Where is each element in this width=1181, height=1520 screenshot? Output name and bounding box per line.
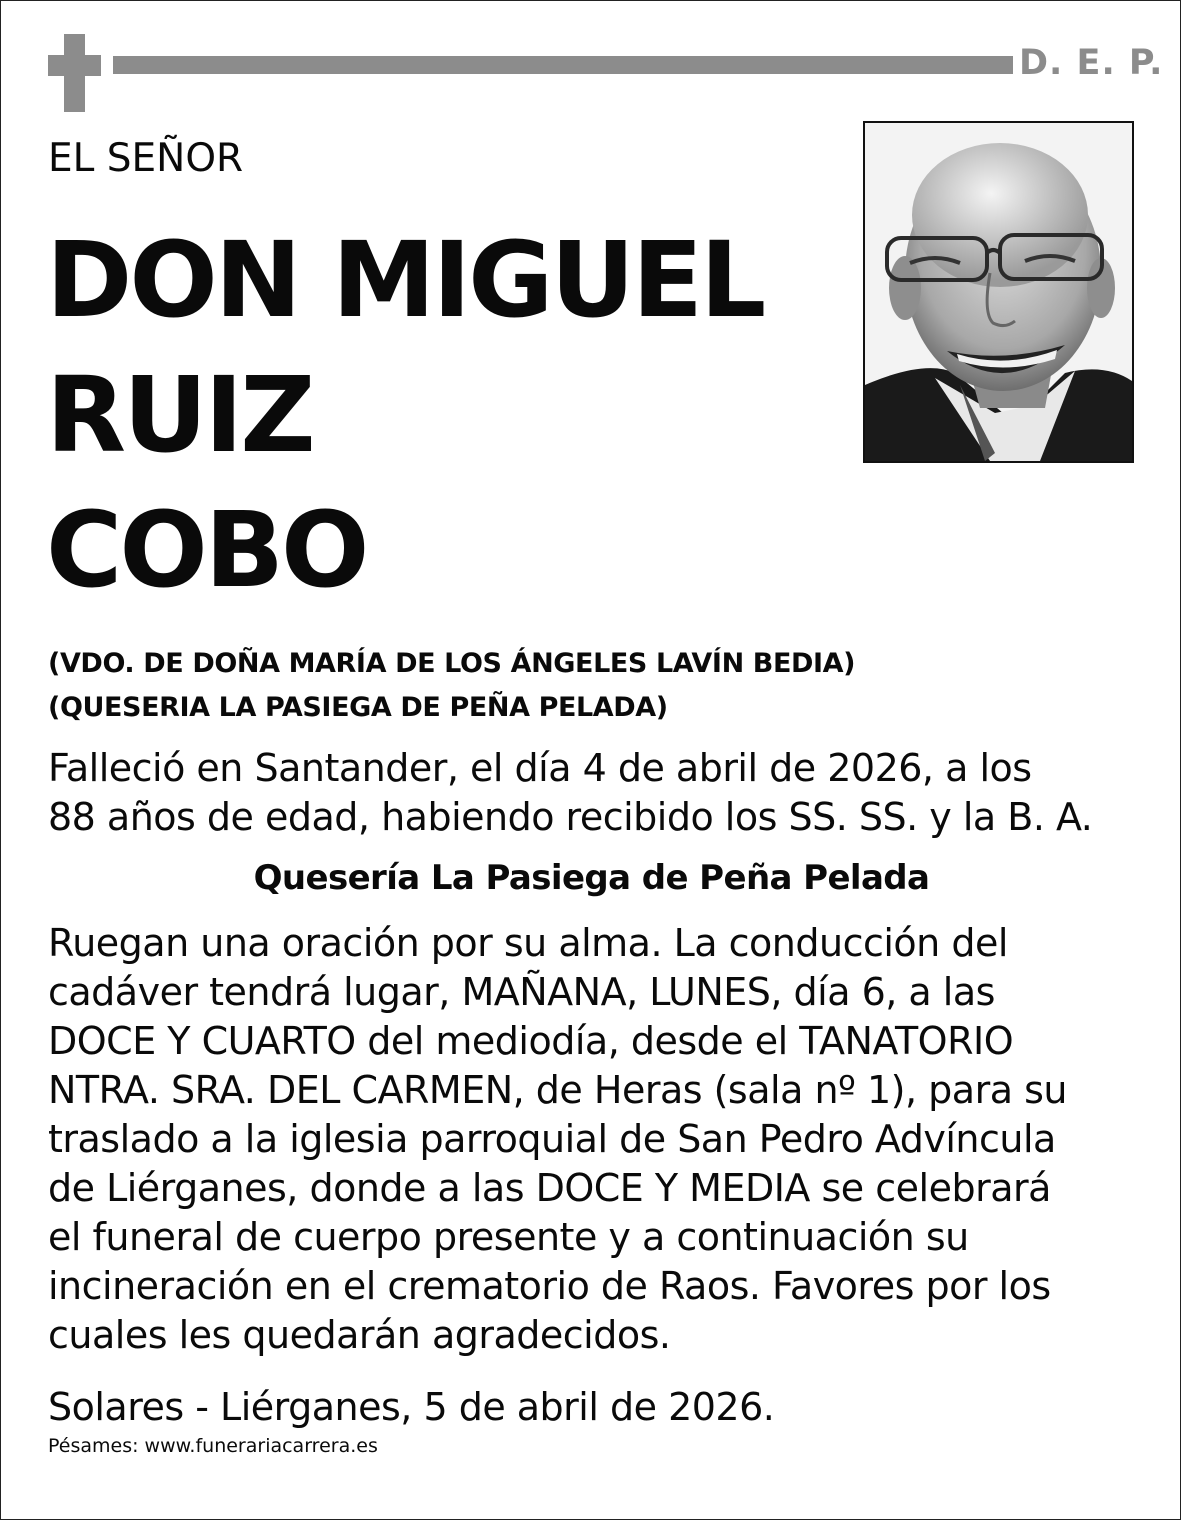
funeral-line: cuales les quedarán agradecidos. xyxy=(48,1313,671,1357)
funeral-paragraph xyxy=(48,919,1148,1360)
header-rule xyxy=(113,56,1013,74)
name-line-1: DON MIGUEL xyxy=(46,219,764,341)
deceased-name xyxy=(46,213,763,618)
funeral-line: Ruegan una oración por su alma. La conducción del xyxy=(48,921,1008,965)
widower-line: (VDO. DE DOÑA MARÍA DE LOS ÁNGELES LAVÍN BEDIA) xyxy=(48,648,856,679)
portrait-photo xyxy=(863,121,1134,463)
business-line: (QUESERIA LA PASIEGA DE PEÑA PELADA) xyxy=(48,692,668,723)
funeral-line: de Liérganes, donde a las DOCE Y MEDIA se celebrará xyxy=(48,1166,1051,1210)
cross-icon xyxy=(48,34,101,112)
funeral-line: traslado a la iglesia parroquial de San Pedro Advíncula xyxy=(48,1117,1056,1161)
death-notice-paragraph xyxy=(48,744,1148,842)
funeral-line: cadáver tendrá lugar, MAÑANA, LUNES, día 6, a las xyxy=(48,970,995,1014)
mourners-heading: Quesería La Pasiega de Peña Pelada xyxy=(253,858,930,898)
name-line-2: RUIZ xyxy=(46,354,313,476)
funeral-line: el funeral de cuerpo presente y a continuación su xyxy=(48,1215,969,1259)
condolences-link[interactable]: Pésames: www.funerariacarrera.es xyxy=(48,1435,378,1457)
honorific: EL SEÑOR xyxy=(48,136,244,181)
funeral-line: NTRA. SRA. DEL CARMEN, de Heras (sala nº 1), para su xyxy=(48,1068,1067,1112)
dep-mark: D. E. P. xyxy=(1019,43,1164,83)
place-date: Solares - Liérganes, 5 de abril de 2026. xyxy=(48,1385,775,1429)
name-line-3: COBO xyxy=(46,489,367,611)
death-notice-line: Falleció en Santander, el día 4 de abril de 2026, a los xyxy=(48,746,1032,790)
funeral-line: incineración en el crematorio de Raos. Favores por los xyxy=(48,1264,1051,1308)
death-notice-line: 88 años de edad, habiendo recibido los SS. SS. y la B. A. xyxy=(48,795,1093,839)
funeral-line: DOCE Y CUARTO del mediodía, desde el TANATORIO xyxy=(48,1019,1014,1063)
